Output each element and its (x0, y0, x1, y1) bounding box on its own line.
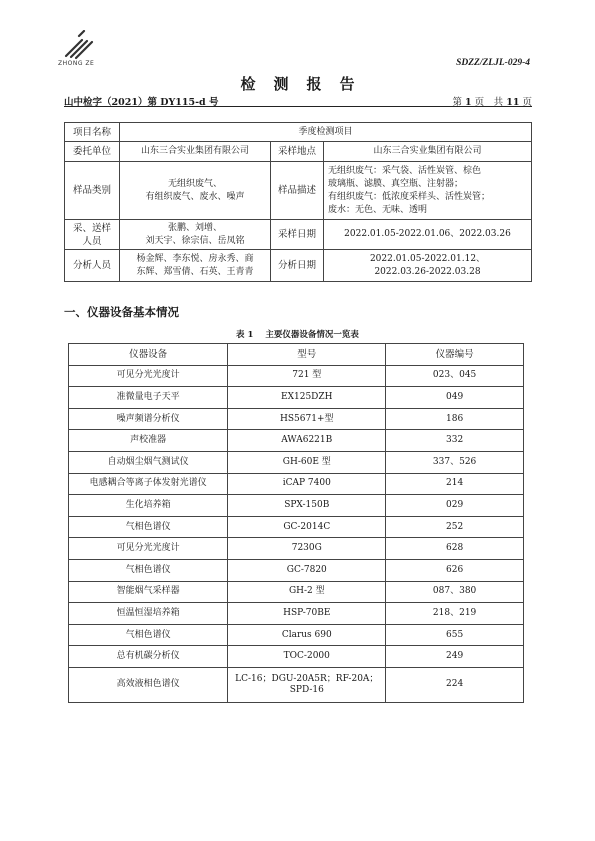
instrument-model: TOC-2000 (228, 646, 386, 668)
instrument-code: 252 (386, 516, 524, 538)
document-code: SDZZ/ZLJL-029-4 (456, 58, 530, 68)
table-row (69, 516, 524, 538)
client-value: 山东三合实业集团有限公司 (120, 142, 271, 162)
instrument-model: HSP-70BE (228, 603, 386, 625)
instrument-model: Clarus 690 (228, 624, 386, 646)
client-label: 委托单位 (65, 142, 120, 162)
instrument-name: 生化培养箱 (69, 495, 228, 517)
instrument-name: 可见分光光度计 (69, 538, 228, 560)
model-line: LC-16；DGU-20A5R；RF-20A； (235, 673, 379, 684)
report-title: 检 测 报 告 (240, 75, 364, 93)
sample-desc-label: 样品描述 (271, 162, 324, 220)
instrument-name: 气相色谱仪 (69, 559, 228, 581)
sampling-date-label: 采样日期 (271, 220, 324, 250)
table-row (69, 495, 524, 517)
instrument-model: GH-60E 型 (228, 451, 386, 473)
info-row-project (65, 123, 532, 142)
instrument-name: 准微量电子天平 (69, 387, 228, 409)
instrument-model: AWA6221B (228, 430, 386, 452)
header-rule (64, 106, 532, 107)
instrument-model: EX125DZH (228, 387, 386, 409)
analysis-date-label: 分析日期 (271, 250, 324, 282)
analyst-label: 分析人员 (65, 250, 120, 282)
sample-desc-value (324, 162, 532, 220)
instrument-code: 628 (386, 538, 524, 560)
instrument-code: 186 (386, 408, 524, 430)
report-number: 山中检字（2021）第 DY115-d 号 (64, 97, 219, 108)
sampler-line: 张鹏、刘增、 (167, 222, 222, 233)
instrument-model: HS5671+型 (228, 408, 386, 430)
report-info-table (64, 122, 532, 282)
sample-desc-line: 无组织废气：采气袋、活性炭管、棕色 (328, 165, 482, 176)
instrument-code: 029 (386, 495, 524, 517)
sampler-label-line: 人员 (82, 235, 102, 247)
instrument-name: 自动烟尘烟气测试仪 (69, 451, 228, 473)
instrument-name: 总有机碳分析仪 (69, 646, 228, 668)
sampler-label-line: 采、送样 (72, 222, 111, 234)
table-row (69, 451, 524, 473)
sampler-value (120, 220, 271, 250)
instrument-code: 087、380 (386, 581, 524, 603)
table-caption-text: 主要仪器设备情况一览表 (265, 330, 359, 340)
instrument-name: 气相色谱仪 (69, 516, 228, 538)
table-row (69, 430, 524, 452)
logo-text: ZHONG ZE (58, 60, 95, 67)
table-row (69, 603, 524, 625)
sample-type-line: 无组织废气、 (167, 178, 222, 189)
info-row-analyst (65, 250, 532, 282)
instrument-model (228, 667, 386, 702)
table-caption-number: 表 1 (236, 330, 254, 340)
table-row (69, 581, 524, 603)
instrument-table-header (69, 344, 524, 366)
instrument-name: 恒温恒湿培养箱 (69, 603, 228, 625)
info-row-client (65, 142, 532, 162)
instrument-model: iCAP 7400 (228, 473, 386, 495)
instrument-model: GH-2 型 (228, 581, 386, 603)
instrument-model: GC-2014C (228, 516, 386, 538)
table-row (69, 559, 524, 581)
sample-type-value (120, 162, 271, 220)
sample-desc-line: 废水：无色、无味、透明 (328, 204, 428, 215)
table-row (69, 387, 524, 409)
instrument-name: 噪声频谱分析仪 (69, 408, 228, 430)
analysis-date-line: 2022.01.05-2022.01.12、 (369, 253, 486, 264)
instrument-code: 249 (386, 646, 524, 668)
sample-type-label: 样品类别 (65, 162, 120, 220)
analysis-date-line: 2022.03.26-2022.03.28 (374, 266, 481, 277)
table-row (69, 624, 524, 646)
instrument-model: 721 型 (228, 365, 386, 387)
instrument-code: 337、526 (386, 451, 524, 473)
instrument-model: GC-7820 (228, 559, 386, 581)
instrument-name: 气相色谱仪 (69, 624, 228, 646)
sample-type-line: 有组织废气、废水、噪声 (145, 191, 245, 202)
sampler-label (65, 220, 120, 250)
instrument-name: 智能烟气采样器 (69, 581, 228, 603)
header-cell: 型号 (228, 344, 386, 366)
header-cell: 仪器设备 (69, 344, 228, 366)
table-row (69, 646, 524, 668)
page-indicator: 第 1 页 共 11 页 (452, 97, 532, 108)
instrument-code: 218、219 (386, 603, 524, 625)
analyst-line: 东辉、郑雪倩、石英、王青青 (136, 266, 254, 277)
project-label: 项目名称 (65, 123, 120, 142)
instrument-model: SPX-150B (228, 495, 386, 517)
project-value: 季度检测项目 (120, 123, 532, 142)
sampling-date-value: 2022.01.05-2022.01.06、2022.03.26 (324, 220, 532, 250)
table-row (69, 365, 524, 387)
table-row (69, 473, 524, 495)
instrument-code: 224 (386, 667, 524, 702)
instrument-code: 214 (386, 473, 524, 495)
instrument-code: 332 (386, 430, 524, 452)
instrument-table (68, 343, 524, 703)
analysis-date-value (324, 250, 532, 282)
instrument-name: 声校准器 (69, 430, 228, 452)
section-title: 一、仪器设备基本情况 (64, 305, 179, 319)
instrument-model: 7230G (228, 538, 386, 560)
sample-desc-line: 玻璃瓶、滤膜、真空瓶、注射器； (328, 178, 464, 189)
table-row (69, 408, 524, 430)
model-line: SPD-16 (289, 684, 324, 695)
site-value: 山东三合实业集团有限公司 (324, 142, 532, 162)
instrument-name: 电感耦合等离子体发射光谱仪 (69, 473, 228, 495)
instrument-code: 023、045 (386, 365, 524, 387)
table-row (69, 667, 524, 702)
site-label: 采样地点 (271, 142, 324, 162)
instrument-name: 高效液相色谱仪 (69, 667, 228, 702)
analyst-line: 杨金辉、李东悦、房永秀、商 (136, 253, 254, 264)
sampler-line: 刘天宇、徐宗信、岳凤铭 (145, 235, 245, 246)
info-row-sampler (65, 220, 532, 250)
logo-mark-icon (62, 30, 96, 60)
instrument-code: 049 (386, 387, 524, 409)
analyst-value (120, 250, 271, 282)
info-row-sample (65, 162, 532, 220)
table-row (69, 538, 524, 560)
instrument-code: 655 (386, 624, 524, 646)
sample-desc-line: 有组织废气：低浓度采样头、活性炭管； (328, 191, 491, 202)
instrument-code: 626 (386, 559, 524, 581)
instrument-name: 可见分光光度计 (69, 365, 228, 387)
table-caption (0, 328, 595, 340)
header-cell: 仪器编号 (386, 344, 524, 366)
